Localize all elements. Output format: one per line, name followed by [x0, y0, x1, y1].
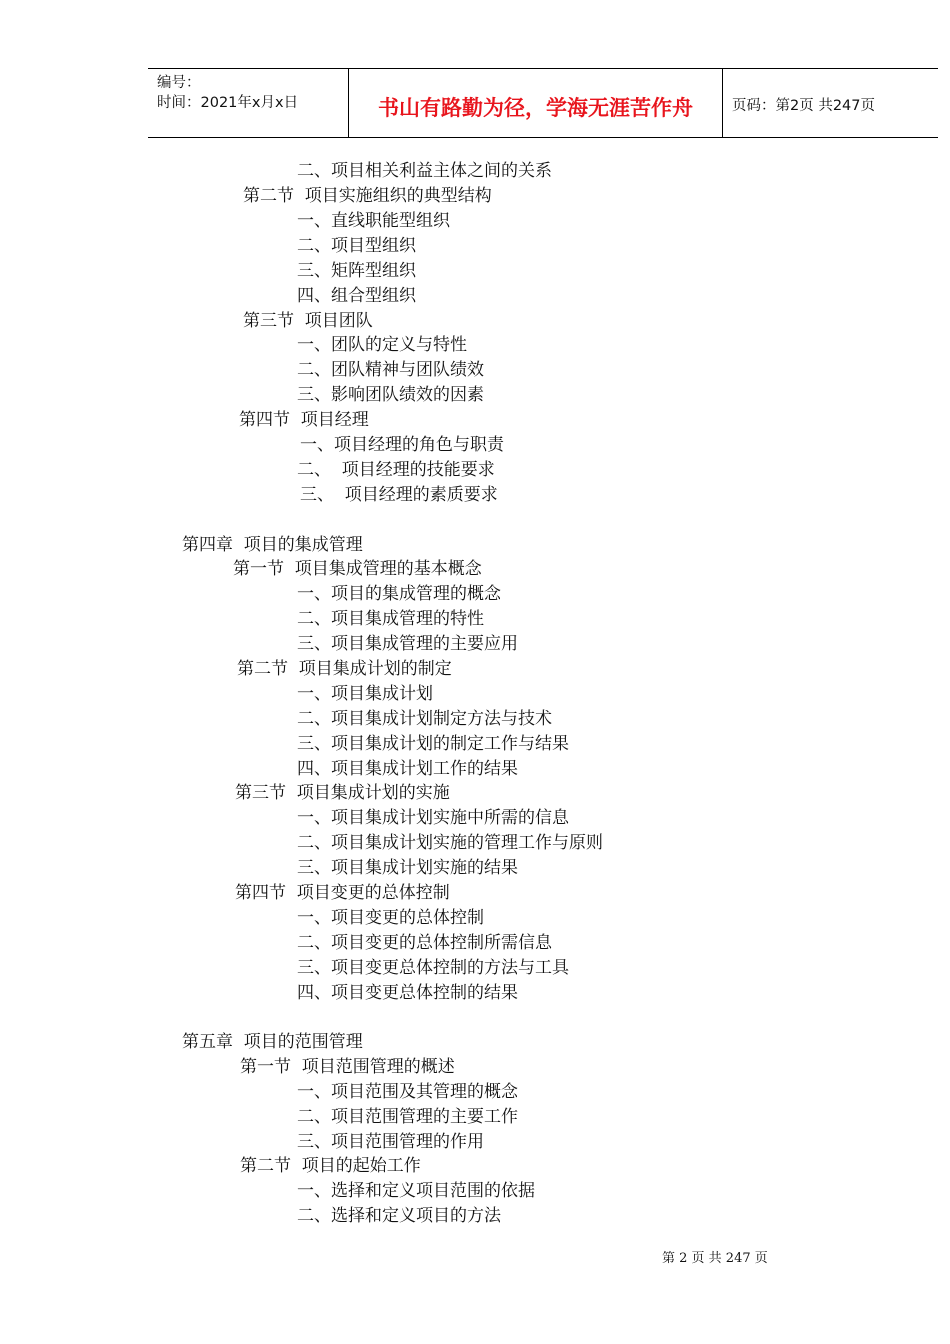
toc-chapter: 第五章 项目的范围管理 [182, 1032, 363, 1052]
toc-item: 二、项目变更的总体控制所需信息 [297, 933, 552, 953]
toc-section: 第二节 项目的起始工作 [240, 1156, 421, 1176]
toc-item: 一、项目经理的角色与职责 [300, 435, 504, 455]
toc-item: 四、组合型组织 [297, 286, 416, 306]
toc-item: 三、项目集成管理的主要应用 [297, 634, 518, 654]
toc-item: 一、项目集成计划 [297, 684, 433, 704]
toc-item: 二、选择和定义项目的方法 [297, 1206, 501, 1226]
header-motto-cell [348, 69, 723, 137]
toc-item: 一、直线职能型组织 [297, 211, 450, 231]
toc-item: 二、项目范围管理的主要工作 [297, 1107, 518, 1127]
toc-section: 第一节 项目范围管理的概述 [240, 1057, 455, 1077]
toc-item: 二、团队精神与团队绩效 [297, 360, 484, 380]
toc-section: 第四节 项目经理 [239, 410, 369, 430]
toc-section: 第四节 项目变更的总体控制 [235, 883, 450, 903]
toc-item: 二、项目相关利益主体之间的关系 [297, 161, 552, 181]
toc-item: 二、项目型组织 [297, 236, 416, 256]
toc-section: 第一节 项目集成管理的基本概念 [233, 559, 482, 579]
toc-section: 第三节 项目团队 [243, 311, 373, 331]
toc-item: 三、 项目经理的素质要求 [300, 485, 498, 505]
toc-section: 第二节 项目实施组织的典型结构 [243, 186, 492, 206]
toc-item: 四、项目变更总体控制的结果 [297, 983, 518, 1003]
toc-item: 二、项目集成计划制定方法与技术 [297, 709, 552, 729]
toc-item: 三、项目范围管理的作用 [297, 1132, 484, 1152]
toc-item: 一、团队的定义与特性 [297, 335, 467, 355]
toc-item: 一、项目范围及其管理的概念 [297, 1082, 518, 1102]
toc-item: 一、项目变更的总体控制 [297, 908, 484, 928]
toc-item: 四、项目集成计划工作的结果 [297, 759, 518, 779]
toc-section: 第三节 项目集成计划的实施 [235, 783, 450, 803]
number-label: 编号： [157, 75, 201, 91]
toc-item: 三、项目集成计划的制定工作与结果 [297, 734, 569, 754]
toc-item: 三、矩阵型组织 [297, 261, 416, 281]
toc-item: 二、项目集成计划实施的管理工作与原则 [297, 833, 603, 853]
header-page-cell [722, 69, 938, 137]
toc-item: 一、项目的集成管理的概念 [297, 584, 501, 604]
time-label: 时间：2021年x月x日 [157, 95, 299, 111]
toc-chapter: 第四章 项目的集成管理 [182, 535, 363, 555]
toc-item: 二、项目集成管理的特性 [297, 609, 484, 629]
page-footer: 第 2 页 共 247 页 [662, 1251, 768, 1266]
toc-item: 一、项目集成计划实施中所需的信息 [297, 808, 569, 828]
header-meta-cell [148, 69, 348, 137]
toc-item: 三、项目集成计划实施的结果 [297, 858, 518, 878]
toc-item: 二、 项目经理的技能要求 [297, 460, 495, 480]
toc-item: 三、影响团队绩效的因素 [297, 385, 484, 405]
toc-item: 一、选择和定义项目范围的依据 [297, 1181, 535, 1201]
page-info: 页码：第2页 共247页 [732, 98, 876, 114]
motto: 书山有路勤为径，学海无涯苦作舟 [378, 96, 693, 120]
toc-section: 第二节 项目集成计划的制定 [237, 659, 452, 679]
page-header [148, 68, 938, 138]
toc-item: 三、项目变更总体控制的方法与工具 [297, 958, 569, 978]
